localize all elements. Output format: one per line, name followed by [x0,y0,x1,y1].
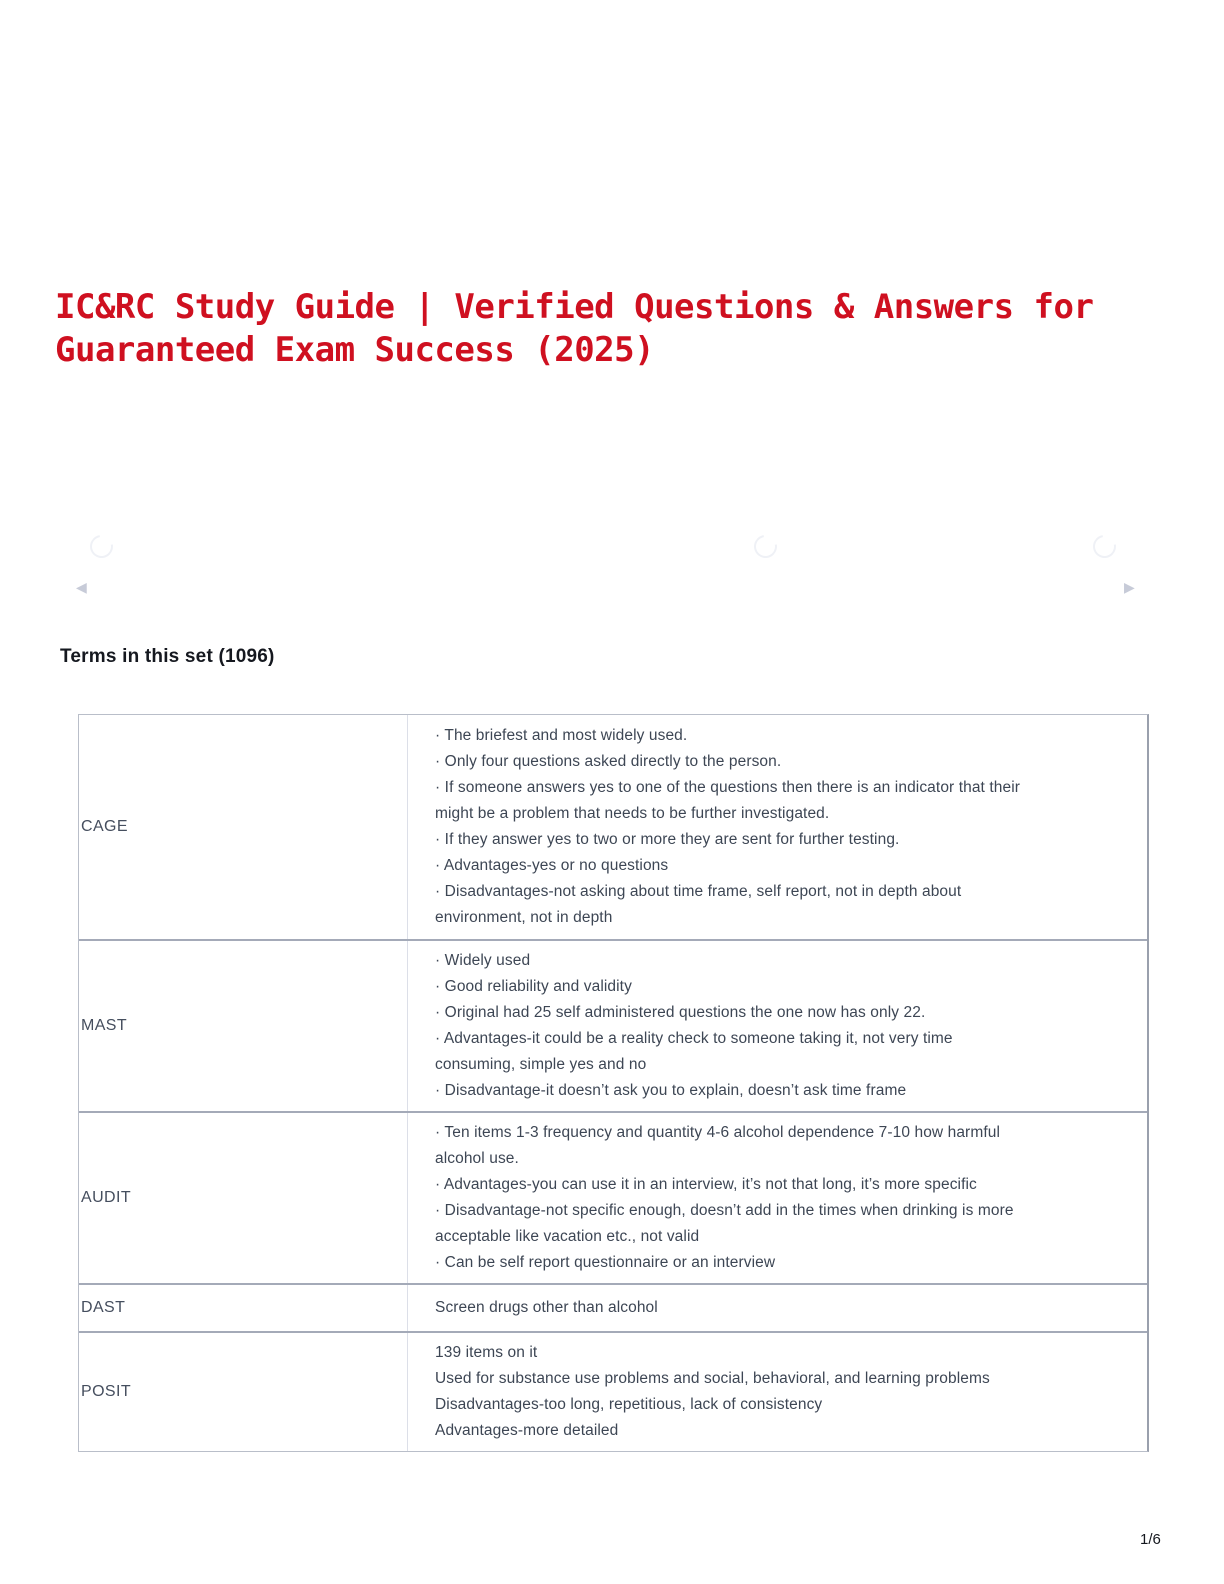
loading-spinner-icon [749,530,781,562]
definition-cell [408,1285,1147,1331]
table-row [79,1283,1147,1331]
definition-line: Used for substance use problems and social, behavioral, and learning problems [435,1370,990,1387]
definition-cell [408,1333,1147,1451]
definition-line: · Disadvantages-not asking about time frame, self report, not in depth about environment, not in depth [435,883,962,926]
definition-line: Advantages-more detailed [435,1422,619,1439]
definition-line: · Advantages-yes or no questions [435,857,669,874]
table-row [79,715,1147,939]
definition-line: Screen drugs other than alcohol [435,1299,658,1316]
carousel-prev-icon[interactable]: ◀ [76,580,87,596]
definition-line: · Can be self report questionnaire or an interview [435,1254,776,1271]
loading-spinner-icon [85,530,117,562]
definition-line: · Original had 25 self administered questions the one now has only 22. [435,1004,926,1021]
terms-in-set-heading: Terms in this set (1096) [60,646,275,667]
definition-line: · Advantages-it could be a reality check to someone taking it, not very time consuming, simple yes and no [435,1030,953,1073]
page-title: IC&RC Study Guide | Verified Questions & Answers for Guaranteed Exam Success (2025) [55,287,1094,370]
definition-line: · Only four questions asked directly to the person. [435,753,782,770]
definition-line: · Advantages-you can use it in an interview, it’s not that long, it’s more specific [435,1176,977,1193]
definition-line: · Disadvantage-not specific enough, doesn’t add in the times when drinking is more acceptable like vacation etc., not valid [435,1202,1014,1245]
term-cell: DAST [79,1285,408,1331]
term-cell: CAGE [79,715,408,939]
definition-line: · Ten items 1-3 frequency and quantity 4-6 alcohol dependence 7-10 how harmful alcohol use. [435,1124,1000,1167]
terms-table [78,714,1149,1452]
carousel-next-icon[interactable]: ▶ [1124,580,1135,596]
definition-cell [408,715,1147,939]
definition-line: · The briefest and most widely used. [435,727,688,744]
definition-line: · If someone answers yes to one of the questions then there is an indicator that their might be a problem that needs to be further investigated. [435,779,1021,822]
definition-line: · Disadvantage-it doesn’t ask you to explain, doesn’t ask time frame [435,1082,907,1099]
definition-line: · Widely used [435,952,531,969]
definition-line: 139 items on it [435,1344,538,1361]
term-cell: POSIT [79,1333,408,1451]
term-cell: AUDIT [79,1113,408,1283]
page-number: 1/6 [1140,1531,1161,1548]
definition-line: · If they answer yes to two or more they are sent for further testing. [435,831,900,848]
table-row [79,1331,1147,1451]
definition-cell [408,941,1147,1111]
definition-cell [408,1113,1147,1283]
table-row [79,1111,1147,1283]
definition-line: Disadvantages-too long, repetitious, lack of consistency [435,1396,823,1413]
definition-line: · Good reliability and validity [435,978,632,995]
loading-spinner-icon [1088,530,1120,562]
term-cell: MAST [79,941,408,1111]
table-row [79,939,1147,1111]
